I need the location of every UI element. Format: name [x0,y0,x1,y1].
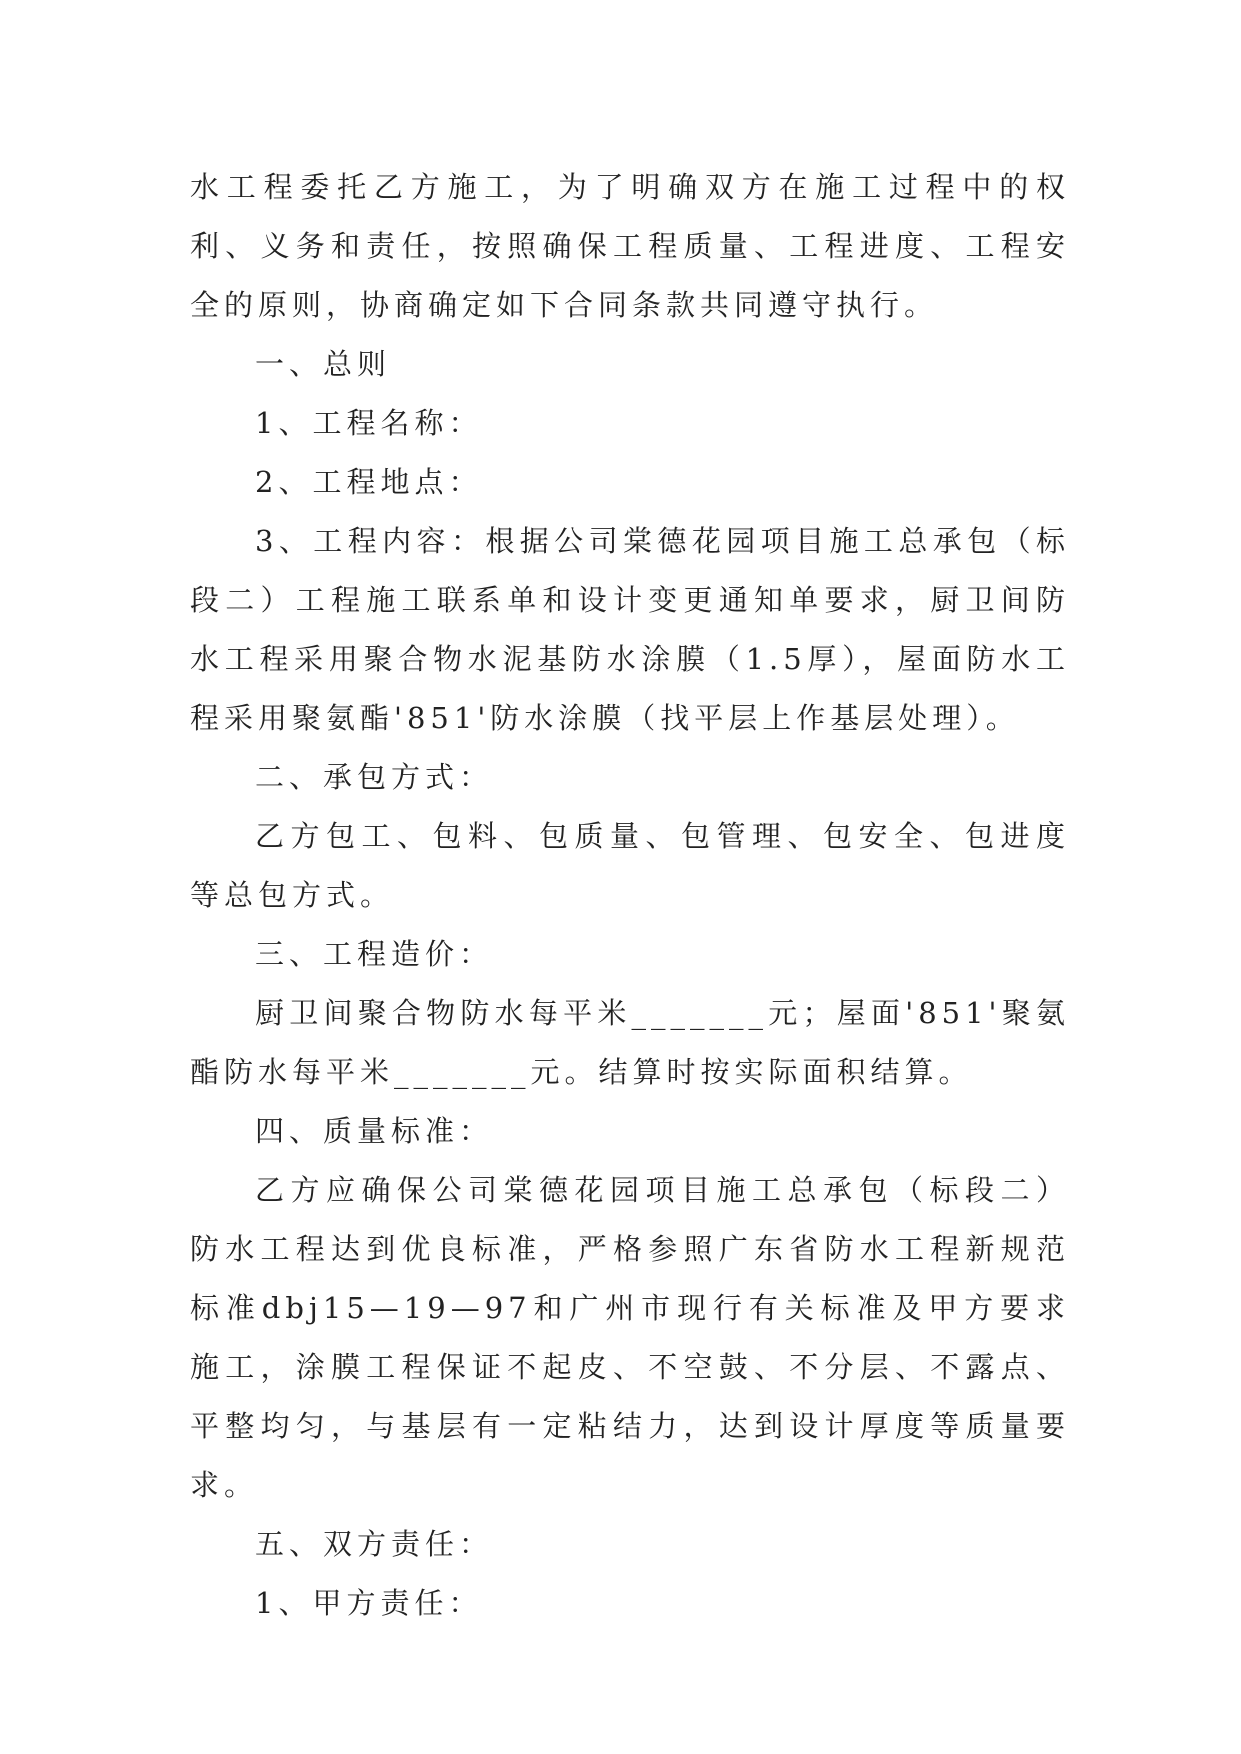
heading-general: 一、总则 [255,347,392,381]
paragraph-contract-method: 乙方包工、包料、包质量、包管理、包安全、包进度等总包方式。 [190,819,1070,912]
heading-quality-standard: 四、质量标准： [255,1114,494,1148]
document-body [190,158,1070,1633]
paragraph-project-cost: 厨卫间聚合物防水每平米_______元；屋面'851'聚氨酯防水每平米_______元。结算时按实际面积结算。 [190,996,1070,1089]
paragraph-intro: 水工程委托乙方施工，为了明确双方在施工过程中的权利、义务和责任，按照确保工程质量、工程进度、工程安全的原则，协商确定如下合同条款共同遵守执行。 [190,170,1070,322]
item-project-location: 2、工程地点： [255,465,483,499]
heading-responsibilities: 五、双方责任： [255,1527,494,1561]
heading-project-cost: 三、工程造价： [255,937,494,971]
item-party-a-responsibility: 1、甲方责任： [255,1586,483,1620]
item-project-name: 1、工程名称： [255,406,483,440]
paragraph-quality-standard: 乙方应确保公司棠德花园项目施工总承包（标段二）防水工程达到优良标准，严格参照广东省防水工程新规范标准dbj15—19—97和广州市现行有关标准及甲方要求施工，涂膜工程保证不起皮、不空鼓、不分层、不露点、平整均匀，与基层有一定粘结力，达到设计厚度等质量要求。 [190,1173,1070,1502]
item-project-content: 3、工程内容：根据公司棠德花园项目施工总承包（标段二）工程施工联系单和设计变更通知单要求，厨卫间防水工程采用聚合物水泥基防水涂膜（1.5厚），屋面防水工程采用聚氨酯'851'防水涂膜（找平层上作基层处理）。 [190,524,1070,735]
heading-contract-method: 二、承包方式： [255,760,494,794]
